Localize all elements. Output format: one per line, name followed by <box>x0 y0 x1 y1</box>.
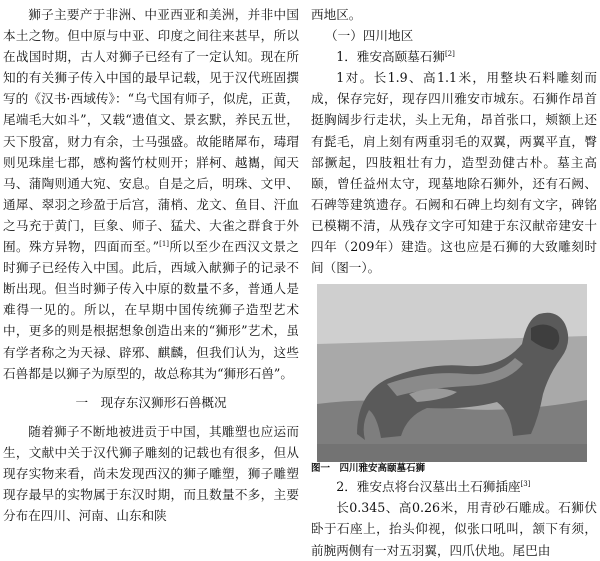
subsection-heading: （一）四川地区 <box>325 28 414 44</box>
item-2-body: 长0.345、高0.26米，用青砂石雕成。石狮伏卧于石座上，抬头仰视，似张口吼叫，颔下有须，前腕两侧有一对五羽翼，四爪伏地。尾巴由 <box>311 500 597 558</box>
continued-text: 西地区。 <box>311 7 362 22</box>
footnote-ref-2[interactable]: [2] <box>444 50 455 58</box>
figure-caption: 图一 四川雅安高颐墓石狮 <box>311 463 426 475</box>
item-1-title-text: 1．雅安高颐墓石狮 <box>336 49 445 65</box>
left-column <box>3 4 299 526</box>
item-1-body: 1对。长1.9、高1.1米，用整块石料雕刻而成，保存完好，现存四川雅安市城东。石狮作昂首挺胸阔步行走状，头上无角，昂首张口，颊额上还有髭毛，肩上刻有两重羽毛的双翼，两翼平直，臀部撅起，四肢粗壮有力，造型劲健古朴。墓主高颐，曾任益州太守，现墓地除石狮外，还有石阙、石碑等建筑遗存。石阙和石碑上均刻有文字，碑铭已模糊不清，从残存文字可知建于东汉献帝建安十四年（209年）建造。这也应是石狮的大致雕刻时间（图一）。 <box>311 70 597 276</box>
item-2-title-text: 2．雅安点将台汉墓出土石狮插座 <box>336 479 521 495</box>
section-heading: 一 现存东汉狮形石兽概况 <box>75 394 227 410</box>
intro-paragraph <box>3 4 299 384</box>
footnote-ref-1[interactable]: [1] <box>159 239 170 248</box>
stone-lion-illustration <box>317 284 587 462</box>
section-paragraph: 随着狮子不断地被进贡于中国，其雕塑也应运而生，文献中关于汉代狮子雕刻的记载也有很多，但从现存实物来看，尚未发现西汉的狮子雕塑，狮子雕塑现存最早的实物属于东汉时期，而且数量不多，主要分布在四川、河南、山东和陕 <box>3 423 299 524</box>
item-2-title <box>311 476 597 497</box>
footnote-ref-3[interactable]: [3] <box>520 480 531 489</box>
item-1-title <box>311 46 597 67</box>
intro-text-tail: 所以至少在西汉文景之时狮子已经传入中国。此后，西域入献狮子的记录不断出现。但当时狮子传入中原的数量不多，普通人是难得一见的。所以，在早期中国传统狮子造型艺术中，更多的则是根据想象创造出来的“狮形”艺术，虽有学者称之为天禄、辟邪、麒麟，但我们认为，这些石兽都是以狮子为原型的，故总称其为“狮形石兽”。 <box>3 239 300 381</box>
right-column <box>311 4 597 561</box>
stone-lion-photo <box>317 284 587 462</box>
intro-text: 狮子主要产于非洲、中亚西亚和美洲，并非中国本土之物。但中原与中亚、印度之间往来甚早，所以在战国时期，古人对狮子已经有了一定认知。现在所知的有关狮子传入中国的最早记载，见于汉代班固撰写的《汉书·西域传》：“乌弋国有师子，似虎，正黄，尾端毛大如斗”，又载“遗值文、景玄默，养民五世，天下殷富，财力有余，士马强盛。故能睹犀布，瑇瑁则见珠崖七郡，感枸酱竹杖则开；牂柯、越巂，闻天马、蒲陶则通大宛、安息。自是之后，明珠、文甲、通犀、翠羽之珍盈于后宫，蒲梢、龙文、鱼目、汗血之马充于黄门，巨象、师子、猛犬、大雀之群食于外囿。殊方异物，四面而至。” <box>3 7 299 255</box>
